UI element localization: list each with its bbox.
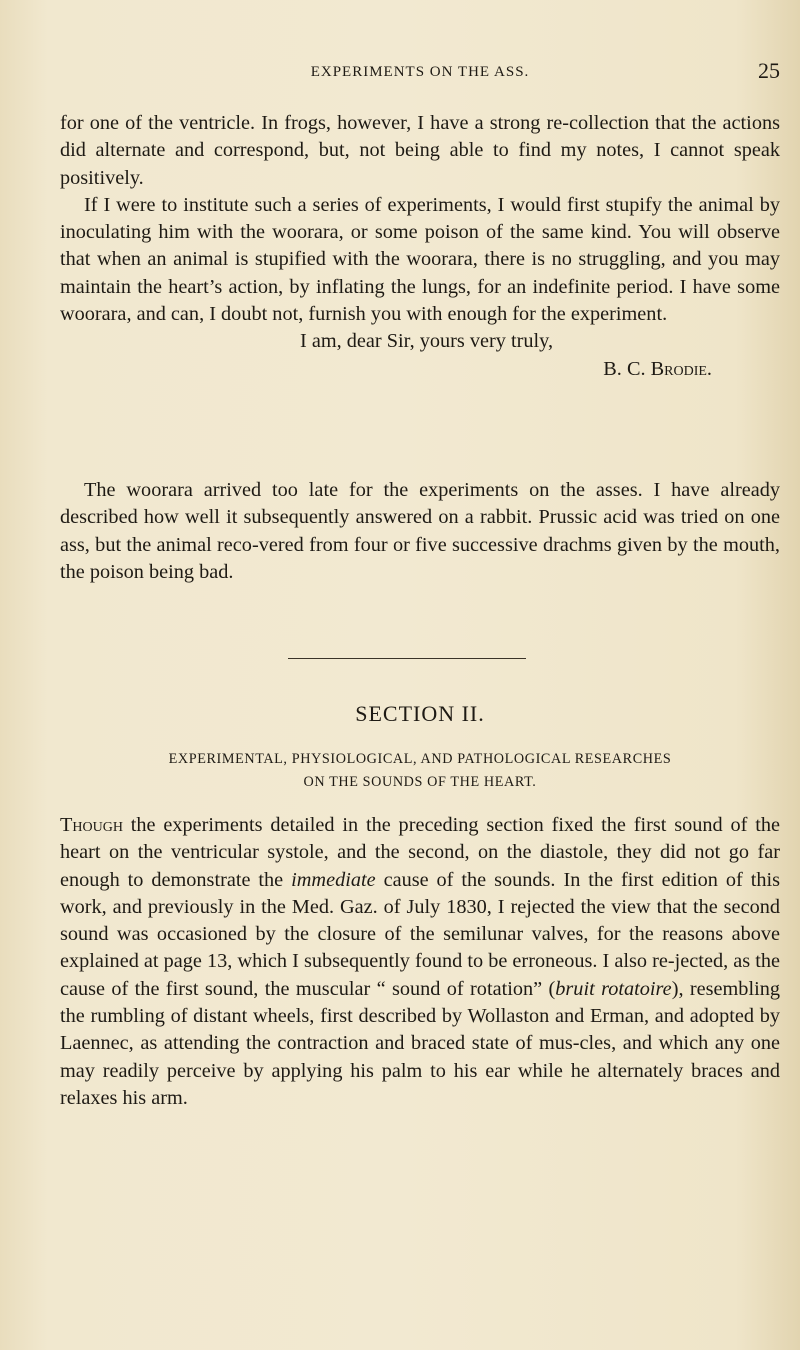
letter-text [60,110,780,383]
section-paragraph [60,812,780,1112]
lead-word: Though [60,814,123,836]
narrative-text [60,477,780,586]
emphasis-immediate: immediate [291,868,376,891]
section-title: SECTION II. [355,701,485,726]
letter-signature: B. C. Brodie. [603,357,712,380]
letter-paragraph-1: for one of the ventricle. In frogs, however, I have a strong re-collection that the actions did alternate and correspond, but, not being able to find my notes, I cannot speak positively. [60,112,780,189]
section-subtitle [60,748,780,794]
letter-closing: I am, dear Sir, yours very truly, [300,330,554,353]
section-text-a: the experiments detailed in the preceding section fixed the first sound of the heart on the ventricular systole, and the second, on the diastole, they did not go far enough to demonstrate the [60,814,780,891]
emphasis-bruit-rotatoire: bruit rotatoire [555,977,672,1000]
section-text-c: ), resembling the rumbling of distant wheels, first described by Wollaston and Erman, and adopted by Laennec, as attending the contraction and braced state of mus-cles, and which any one may readily perceive by applying his palm to his ear while he alternately braces and relaxes his arm. [60,977,780,1109]
letter-paragraph-2: If I were to institute such a series of experiments, I would first stupify the animal by inoculating him with the woorara, or some poison of the same kind. You will observe that when an animal is stupified with the woorara, there is no struggling, and you may maintain the heart’s action, by inflating the lungs, for an indefinite period. I have some woorara, and can, I doubt not, furnish you with enough for the experiment. [60,193,780,326]
section-subtitle-line-1: EXPERIMENTAL, PHYSIOLOGICAL, AND PATHOLOGICAL RESEARCHES [168,751,672,767]
page-number: 25 [758,58,780,83]
section-text-b: cause of the sounds. In the first edition of this work, and previously in the Med. Gaz. of July 1830, I rejected the view that the second sound was occasioned by the closure of the semilunar valves, for the reasons above explained at page 13, which I subsequently found to be erroneous. I also re-jected, as the cause of the first sound, the muscular “ sound of rotation” ( [60,868,780,1000]
running-head [60,58,780,88]
running-title: EXPERIMENTS ON THE ASS. [310,64,530,80]
section-subtitle-line-2: ON THE SOUNDS OF THE HEART. [303,774,537,790]
section-body [60,812,780,1112]
narrative-paragraph: The woorara arrived too late for the experiments on the asses. I have already described how well it subsequently answered on a rabbit. Prussic acid was tried on one ass, but the animal reco-vered from four or five successive drachms given by the mouth, the poison being bad. [60,479,780,583]
section-divider [288,658,526,659]
